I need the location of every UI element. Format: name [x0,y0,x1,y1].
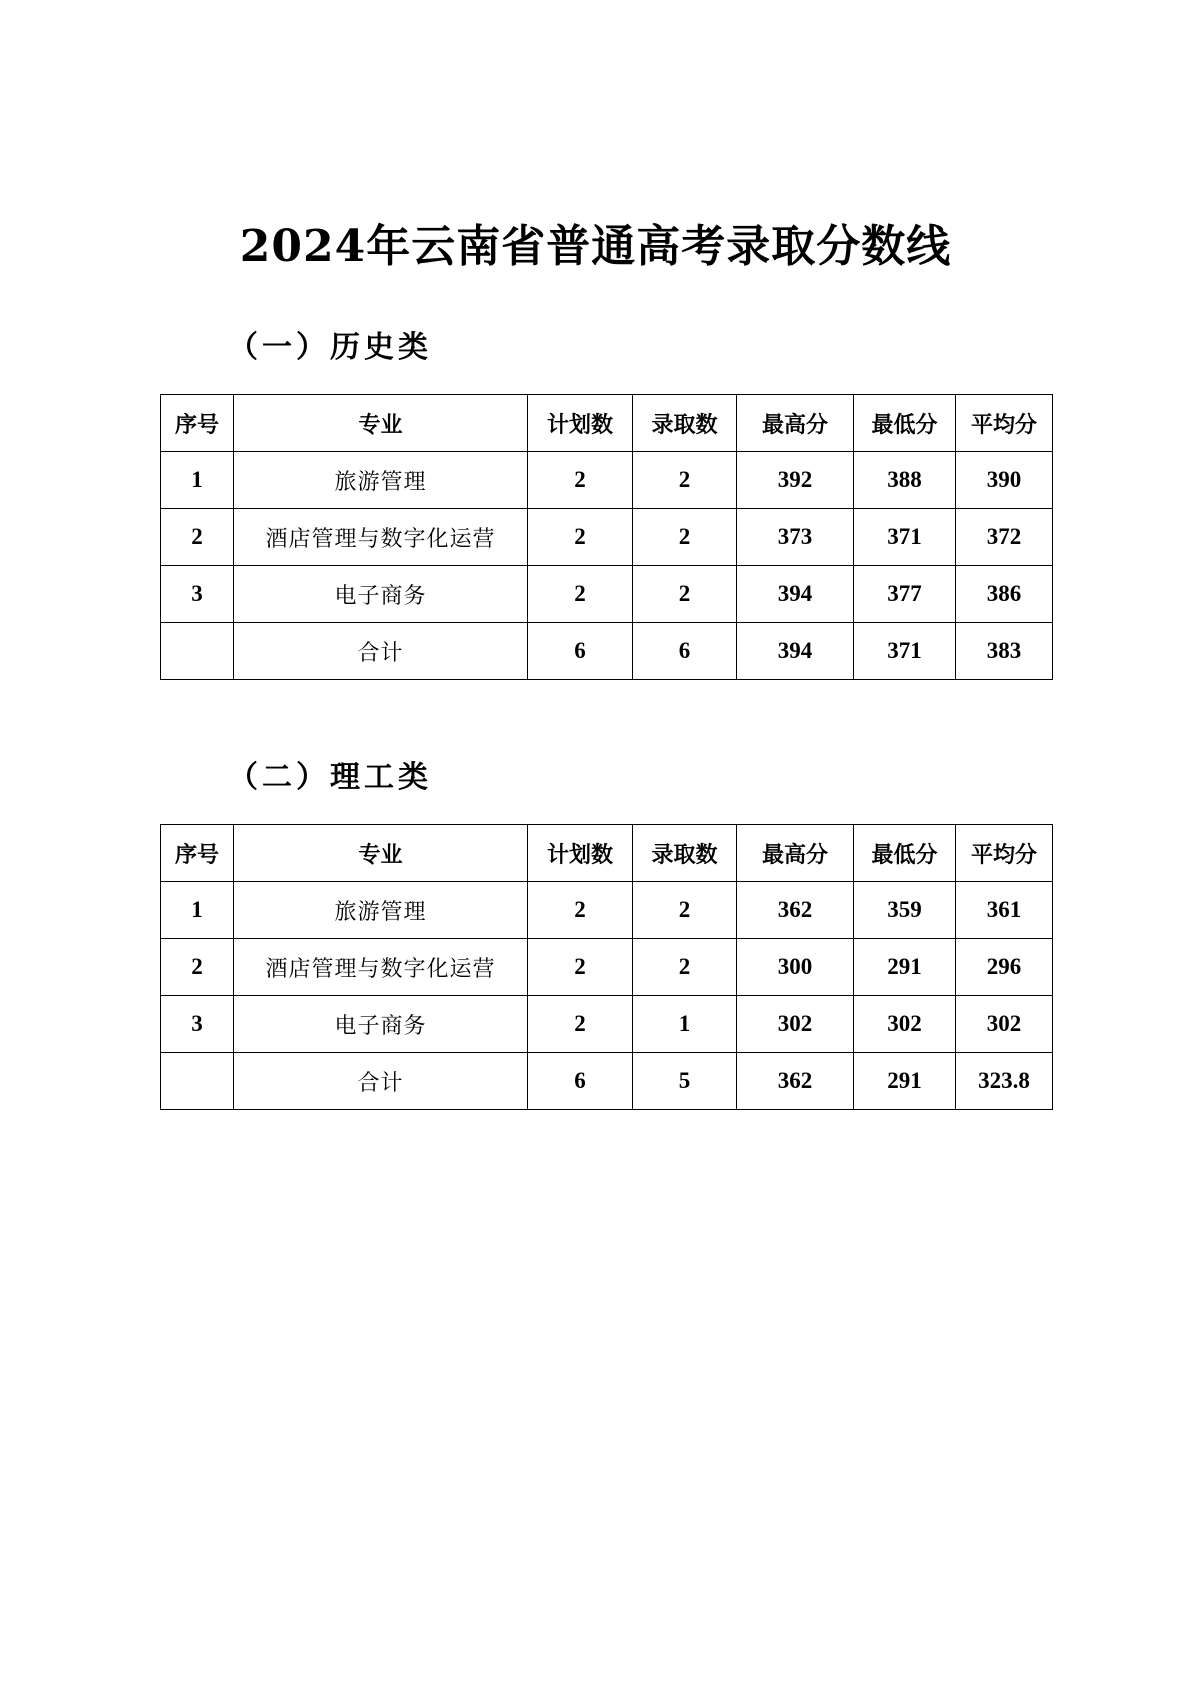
table-row [161,939,1053,996]
table-total-row [161,1053,1053,1110]
cell-avg: 302 [956,996,1053,1053]
cell-max: 394 [737,566,854,623]
col-header-no: 序号 [161,395,234,452]
cell-no [161,1053,234,1110]
cell-admitted: 2 [633,566,737,623]
cell-major: 旅游管理 [234,452,528,509]
section-heading-science: （二）理工类 [228,760,432,795]
cell-avg: 361 [956,882,1053,939]
col-header-min: 最低分 [854,395,956,452]
cell-max: 394 [737,623,854,680]
table-row [161,566,1053,623]
cell-min: 302 [854,996,956,1053]
page-title: 2024年云南省普通高考录取分数线 [239,221,952,272]
col-header-major: 专业 [234,395,528,452]
cell-min: 371 [854,623,956,680]
cell-no: 3 [161,566,234,623]
cell-major: 旅游管理 [234,882,528,939]
section-heading-history: （一）历史类 [228,330,432,365]
cell-min: 291 [854,1053,956,1110]
cell-plan: 6 [528,1053,633,1110]
cell-major: 合计 [234,1053,528,1110]
cell-no: 2 [161,509,234,566]
table-row [161,882,1053,939]
table-row [161,509,1053,566]
cell-admitted: 6 [633,623,737,680]
cell-avg: 383 [956,623,1053,680]
cell-major: 酒店管理与数字化运营 [234,509,528,566]
cell-min: 388 [854,452,956,509]
science-score-table [160,824,1053,1110]
cell-max: 362 [737,882,854,939]
cell-no: 1 [161,452,234,509]
col-header-max: 最高分 [737,395,854,452]
cell-admitted: 2 [633,882,737,939]
cell-plan: 2 [528,566,633,623]
cell-max: 302 [737,996,854,1053]
cell-plan: 6 [528,623,633,680]
cell-major: 电子商务 [234,566,528,623]
col-header-no: 序号 [161,825,234,882]
cell-admitted: 2 [633,509,737,566]
cell-admitted: 2 [633,452,737,509]
col-header-admitted: 录取数 [633,825,737,882]
table-header-row [161,825,1053,882]
cell-avg: 323.8 [956,1053,1053,1110]
col-header-plan: 计划数 [528,395,633,452]
cell-avg: 372 [956,509,1053,566]
cell-admitted: 2 [633,939,737,996]
table-row [161,452,1053,509]
cell-major: 合计 [234,623,528,680]
col-header-avg: 平均分 [956,825,1053,882]
cell-no [161,623,234,680]
cell-min: 291 [854,939,956,996]
cell-min: 377 [854,566,956,623]
col-header-admitted: 录取数 [633,395,737,452]
col-header-min: 最低分 [854,825,956,882]
cell-no: 1 [161,882,234,939]
cell-no: 3 [161,996,234,1053]
cell-plan: 2 [528,509,633,566]
cell-max: 300 [737,939,854,996]
cell-min: 359 [854,882,956,939]
cell-avg: 296 [956,939,1053,996]
table-header-row [161,395,1053,452]
cell-plan: 2 [528,939,633,996]
col-header-max: 最高分 [737,825,854,882]
col-header-avg: 平均分 [956,395,1053,452]
cell-admitted: 1 [633,996,737,1053]
col-header-plan: 计划数 [528,825,633,882]
cell-max: 362 [737,1053,854,1110]
cell-plan: 2 [528,882,633,939]
cell-admitted: 5 [633,1053,737,1110]
table-total-row [161,623,1053,680]
history-score-table [160,394,1053,680]
cell-min: 371 [854,509,956,566]
cell-max: 392 [737,452,854,509]
cell-avg: 386 [956,566,1053,623]
cell-max: 373 [737,509,854,566]
cell-major: 酒店管理与数字化运营 [234,939,528,996]
cell-major: 电子商务 [234,996,528,1053]
cell-avg: 390 [956,452,1053,509]
cell-plan: 2 [528,452,633,509]
table-row [161,996,1053,1053]
cell-plan: 2 [528,996,633,1053]
cell-no: 2 [161,939,234,996]
col-header-major: 专业 [234,825,528,882]
